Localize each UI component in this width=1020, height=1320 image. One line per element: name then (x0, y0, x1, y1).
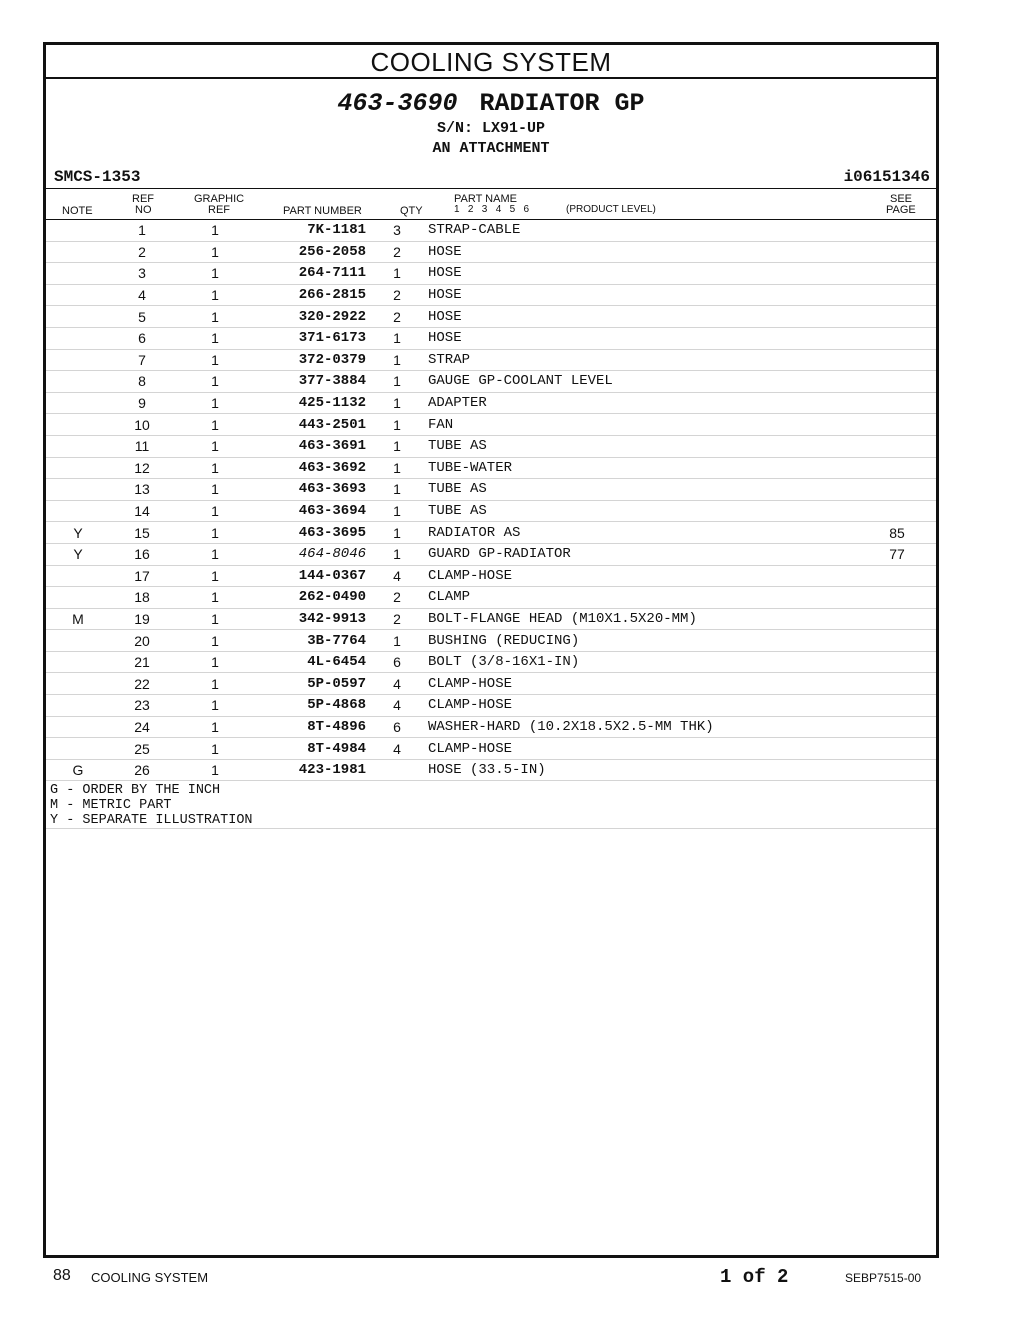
part-note (46, 651, 110, 673)
part-see-page (858, 392, 936, 414)
part-ref-no: 24 (110, 716, 174, 738)
part-number: 463-3695 (256, 522, 366, 544)
group-number: 463-3690 (337, 89, 458, 118)
part-name: BOLT (3/8-16X1-IN) (428, 651, 858, 673)
column-headers (46, 189, 936, 220)
part-graphic-ref: 1 (174, 263, 256, 285)
part-see-page (858, 371, 936, 393)
part-name: TUBE AS (428, 435, 858, 457)
part-graphic-ref: 1 (174, 414, 256, 436)
part-ref-no: 20 (110, 630, 174, 652)
part-note (46, 500, 110, 522)
table-row (46, 608, 936, 630)
part-see-page (858, 651, 936, 673)
part-name: HOSE (428, 284, 858, 306)
part-number: 463-3693 (256, 479, 366, 501)
page-frame (43, 42, 939, 1258)
part-name: CLAMP-HOSE (428, 673, 858, 695)
part-number: 144-0367 (256, 565, 366, 587)
table-row (46, 695, 936, 717)
part-see-page: 85 (858, 522, 936, 544)
part-name: WASHER-HARD (10.2X18.5X2.5-MM THK) (428, 716, 858, 738)
part-number: 4L-6454 (256, 651, 366, 673)
table-row (46, 630, 936, 652)
part-ref-no: 21 (110, 651, 174, 673)
part-note (46, 349, 110, 371)
part-graphic-ref: 1 (174, 392, 256, 414)
attachment-label: AN ATTACHMENT (432, 140, 550, 157)
part-graphic-ref: 1 (174, 716, 256, 738)
footer-section: COOLING SYSTEM (91, 1270, 209, 1285)
part-qty: 2 (366, 587, 428, 609)
part-note (46, 630, 110, 652)
part-graphic-ref: 1 (174, 479, 256, 501)
part-name: TUBE AS (428, 500, 858, 522)
part-name: CLAMP-HOSE (428, 738, 858, 760)
section-title: COOLING SYSTEM (46, 45, 936, 79)
part-note (46, 435, 110, 457)
table-row (46, 759, 936, 781)
table-row (46, 479, 936, 501)
part-number: 8T-4896 (256, 716, 366, 738)
part-see-page (858, 263, 936, 285)
part-qty: 1 (366, 457, 428, 479)
part-see-page (858, 220, 936, 241)
part-ref-no: 1 (110, 220, 174, 241)
part-note (46, 565, 110, 587)
part-ref-no: 6 (110, 327, 174, 349)
part-name: RADIATOR AS (428, 522, 858, 544)
part-note: Y (46, 522, 110, 544)
table-row (46, 414, 936, 436)
part-note (46, 716, 110, 738)
table-row (46, 738, 936, 760)
part-ref-no: 11 (110, 435, 174, 457)
part-graphic-ref: 1 (174, 371, 256, 393)
illustration-id: i06151346 (843, 168, 930, 186)
table-row (46, 327, 936, 349)
part-name: HOSE (428, 306, 858, 328)
part-number: 425-1132 (256, 392, 366, 414)
part-ref-no: 26 (110, 759, 174, 781)
part-graphic-ref: 1 (174, 241, 256, 263)
part-qty: 4 (366, 673, 428, 695)
col-see-1: SEE (890, 193, 913, 205)
table-row (46, 500, 936, 522)
part-see-page (858, 414, 936, 436)
col-ref-2: NO (135, 204, 152, 216)
table-row (46, 565, 936, 587)
part-graphic-ref: 1 (174, 543, 256, 565)
group-header (46, 79, 936, 159)
part-qty: 1 (366, 263, 428, 285)
serial-range: S/N: LX91-UP (436, 120, 546, 137)
part-name: HOSE (428, 263, 858, 285)
part-number: 256-2058 (256, 241, 366, 263)
part-see-page (858, 738, 936, 760)
col-qty: QTY (400, 205, 423, 217)
part-see-page (858, 327, 936, 349)
part-ref-no: 16 (110, 543, 174, 565)
part-ref-no: 14 (110, 500, 174, 522)
part-name: HOSE (33.5-IN) (428, 759, 858, 781)
part-see-page (858, 630, 936, 652)
part-ref-no: 19 (110, 608, 174, 630)
table-row (46, 263, 936, 285)
part-see-page (858, 673, 936, 695)
part-note (46, 673, 110, 695)
part-graphic-ref: 1 (174, 306, 256, 328)
part-qty: 6 (366, 716, 428, 738)
part-number: 372-0379 (256, 349, 366, 371)
footer-document-id: SEBP7515-00 (845, 1271, 922, 1285)
group-title (46, 89, 936, 119)
part-qty: 4 (366, 565, 428, 587)
part-number: 262-0490 (256, 587, 366, 609)
part-see-page (858, 241, 936, 263)
col-ref-1: REF (132, 193, 154, 205)
part-ref-no: 17 (110, 565, 174, 587)
col-graphic-1: GRAPHIC (194, 193, 245, 205)
part-see-page (858, 349, 936, 371)
part-qty: 1 (366, 630, 428, 652)
part-see-page (858, 435, 936, 457)
part-number: 5P-4868 (256, 695, 366, 717)
part-name: STRAP (428, 349, 858, 371)
part-see-page: 77 (858, 543, 936, 565)
legend (46, 781, 936, 829)
part-number: 423-1981 (256, 759, 366, 781)
parts-table (46, 220, 936, 781)
table-row (46, 371, 936, 393)
table-row (46, 220, 936, 241)
part-ref-no: 9 (110, 392, 174, 414)
part-note (46, 284, 110, 306)
part-name: STRAP-CABLE (428, 220, 858, 241)
part-ref-no: 7 (110, 349, 174, 371)
part-qty: 3 (366, 220, 428, 241)
part-number: 320-2922 (256, 306, 366, 328)
part-qty: 2 (366, 241, 428, 263)
part-note (46, 587, 110, 609)
table-row (46, 349, 936, 371)
part-see-page (858, 500, 936, 522)
table-row (46, 284, 936, 306)
part-note (46, 738, 110, 760)
part-graphic-ref: 1 (174, 327, 256, 349)
part-name: BOLT-FLANGE HEAD (M10X1.5X20-MM) (428, 608, 858, 630)
part-name: GUARD GP-RADIATOR (428, 543, 858, 565)
table-row (46, 392, 936, 414)
part-note (46, 414, 110, 436)
part-graphic-ref: 1 (174, 284, 256, 306)
part-note: G (46, 759, 110, 781)
part-ref-no: 8 (110, 371, 174, 393)
table-row (46, 543, 936, 565)
part-qty: 6 (366, 651, 428, 673)
legend-item: Y - SEPARATE ILLUSTRATION (50, 813, 253, 829)
col-see-2: PAGE (886, 204, 916, 216)
part-graphic-ref: 1 (174, 738, 256, 760)
part-number: 464-8046 (256, 543, 366, 565)
part-qty: 1 (366, 479, 428, 501)
col-levels: 1 2 3 4 5 6 (454, 204, 530, 215)
part-number: 266-2815 (256, 284, 366, 306)
part-qty: 1 (366, 392, 428, 414)
part-name: HOSE (428, 241, 858, 263)
part-number: 463-3692 (256, 457, 366, 479)
part-number: 3B-7764 (256, 630, 366, 652)
part-graphic-ref: 1 (174, 695, 256, 717)
part-ref-no: 25 (110, 738, 174, 760)
part-qty: 1 (366, 435, 428, 457)
part-name: HOSE (428, 327, 858, 349)
part-note (46, 479, 110, 501)
part-ref-no: 18 (110, 587, 174, 609)
table-row (46, 651, 936, 673)
part-graphic-ref: 1 (174, 435, 256, 457)
smcs-row (46, 168, 936, 189)
col-graphic-2: REF (208, 204, 230, 216)
part-graphic-ref: 1 (174, 587, 256, 609)
part-see-page (858, 565, 936, 587)
part-see-page (858, 716, 936, 738)
part-note (46, 457, 110, 479)
table-row (46, 587, 936, 609)
part-see-page (858, 284, 936, 306)
part-name: CLAMP (428, 587, 858, 609)
part-see-page (858, 457, 936, 479)
part-note: Y (46, 543, 110, 565)
part-graphic-ref: 1 (174, 759, 256, 781)
part-ref-no: 23 (110, 695, 174, 717)
table-row (46, 522, 936, 544)
part-note: M (46, 608, 110, 630)
part-qty: 1 (366, 543, 428, 565)
part-note (46, 327, 110, 349)
part-see-page (858, 759, 936, 781)
part-number: 5P-0597 (256, 673, 366, 695)
table-row (46, 673, 936, 695)
part-name: BUSHING (REDUCING) (428, 630, 858, 652)
part-number: 342-9913 (256, 608, 366, 630)
legend-item: G - ORDER BY THE INCH (50, 783, 221, 799)
footer-page-number: 88 (53, 1267, 71, 1284)
part-note (46, 241, 110, 263)
part-see-page (858, 306, 936, 328)
part-name: TUBE AS (428, 479, 858, 501)
col-part-number: PART NUMBER (283, 205, 362, 217)
group-name: RADIATOR GP (479, 89, 645, 118)
part-ref-no: 2 (110, 241, 174, 263)
table-row (46, 241, 936, 263)
part-qty: 1 (366, 500, 428, 522)
part-ref-no: 10 (110, 414, 174, 436)
part-ref-no: 22 (110, 673, 174, 695)
table-row (46, 716, 936, 738)
part-see-page (858, 695, 936, 717)
part-name: FAN (428, 414, 858, 436)
part-note (46, 695, 110, 717)
table-row (46, 435, 936, 457)
col-part-name: PART NAME (454, 193, 517, 205)
part-ref-no: 3 (110, 263, 174, 285)
part-qty: 2 (366, 284, 428, 306)
table-row (46, 306, 936, 328)
part-name: ADAPTER (428, 392, 858, 414)
part-name: GAUGE GP-COOLANT LEVEL (428, 371, 858, 393)
part-qty: 2 (366, 608, 428, 630)
part-number: 443-2501 (256, 414, 366, 436)
part-note (46, 392, 110, 414)
part-graphic-ref: 1 (174, 457, 256, 479)
part-note (46, 220, 110, 241)
part-qty: 1 (366, 522, 428, 544)
part-qty: 2 (366, 306, 428, 328)
part-see-page (858, 479, 936, 501)
part-name: CLAMP-HOSE (428, 565, 858, 587)
table-row (46, 457, 936, 479)
part-name: CLAMP-HOSE (428, 695, 858, 717)
part-graphic-ref: 1 (174, 608, 256, 630)
part-number: 377-3884 (256, 371, 366, 393)
smcs-code: SMCS-1353 (54, 168, 141, 186)
col-note: NOTE (62, 205, 93, 217)
part-qty: 1 (366, 349, 428, 371)
part-graphic-ref: 1 (174, 565, 256, 587)
part-qty: 4 (366, 738, 428, 760)
page-footer (0, 1262, 1020, 1292)
part-number: 264-7111 (256, 263, 366, 285)
part-note (46, 306, 110, 328)
part-number: 463-3694 (256, 500, 366, 522)
part-ref-no: 5 (110, 306, 174, 328)
part-ref-no: 15 (110, 522, 174, 544)
col-product-level: (PRODUCT LEVEL) (566, 204, 656, 215)
part-qty: 1 (366, 327, 428, 349)
part-see-page (858, 608, 936, 630)
legend-item: M - METRIC PART (50, 798, 172, 814)
part-number: 463-3691 (256, 435, 366, 457)
part-ref-no: 13 (110, 479, 174, 501)
part-note (46, 371, 110, 393)
part-qty (366, 759, 428, 781)
part-qty: 1 (366, 414, 428, 436)
part-qty: 4 (366, 695, 428, 717)
part-graphic-ref: 1 (174, 673, 256, 695)
part-note (46, 263, 110, 285)
footer-sheet: 1 of 2 (720, 1266, 789, 1288)
part-graphic-ref: 1 (174, 522, 256, 544)
part-graphic-ref: 1 (174, 500, 256, 522)
part-graphic-ref: 1 (174, 220, 256, 241)
part-qty: 1 (366, 371, 428, 393)
part-number: 7K-1181 (256, 220, 366, 241)
part-ref-no: 12 (110, 457, 174, 479)
part-see-page (858, 587, 936, 609)
part-number: 371-6173 (256, 327, 366, 349)
part-graphic-ref: 1 (174, 349, 256, 371)
part-number: 8T-4984 (256, 738, 366, 760)
part-graphic-ref: 1 (174, 651, 256, 673)
part-name: TUBE-WATER (428, 457, 858, 479)
part-ref-no: 4 (110, 284, 174, 306)
part-graphic-ref: 1 (174, 630, 256, 652)
